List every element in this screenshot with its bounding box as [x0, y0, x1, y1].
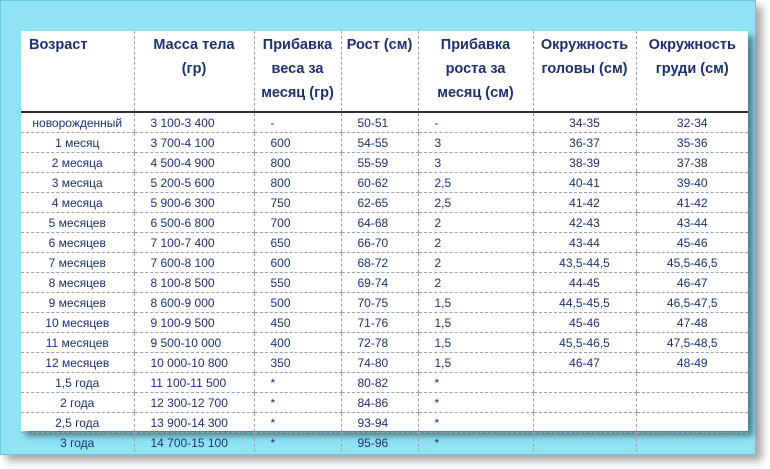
cell-weight-gain: 800: [254, 173, 341, 193]
cell-height: 68-72: [341, 253, 418, 273]
cell-age: 8 месяцев: [21, 273, 134, 293]
cell-head-circumference: [533, 393, 636, 413]
cell-height-gain: 2: [418, 273, 533, 293]
cell-chest-circumference: 37-38: [636, 153, 748, 173]
table-row: [21, 233, 748, 253]
cell-weight: 7 600-8 100: [134, 253, 254, 273]
table-row: [21, 273, 748, 293]
cell-height: 69-74: [341, 273, 418, 293]
cell-weight-gain: *: [254, 413, 341, 433]
header-height: Рост (см): [341, 31, 418, 112]
table-row: [21, 333, 748, 353]
cell-height-gain: *: [418, 433, 533, 453]
cell-age: новорожденный: [21, 112, 134, 133]
cell-weight: 8 600-9 000: [134, 293, 254, 313]
cell-weight: 10 000-10 800: [134, 353, 254, 373]
cell-weight-gain: 450: [254, 313, 341, 333]
cell-weight: 5 900-6 300: [134, 193, 254, 213]
cell-age: 5 месяцев: [21, 213, 134, 233]
cell-age: 2 месяца: [21, 153, 134, 173]
cell-weight: 6 500-6 800: [134, 213, 254, 233]
cell-height-gain: 2: [418, 233, 533, 253]
cell-age: 7 месяцев: [21, 253, 134, 273]
cell-weight-gain: 650: [254, 233, 341, 253]
cell-height-gain: 2: [418, 253, 533, 273]
cell-chest-circumference: 48-49: [636, 353, 748, 373]
cell-height: 66-70: [341, 233, 418, 253]
cell-height-gain: *: [418, 413, 533, 433]
cell-weight-gain: 800: [254, 153, 341, 173]
cell-head-circumference: 38-39: [533, 153, 636, 173]
cell-head-circumference: 34-35: [533, 112, 636, 133]
cell-head-circumference: 40-41: [533, 173, 636, 193]
cell-head-circumference: 43,5-44,5: [533, 253, 636, 273]
cell-head-circumference: 44-45: [533, 273, 636, 293]
table-row: [21, 353, 748, 373]
cell-weight: 9 100-9 500: [134, 313, 254, 333]
cell-weight: 3 700-4 100: [134, 133, 254, 153]
header-height-gain: Прибавка роста за месяц (см): [418, 31, 533, 112]
cell-head-circumference: 44,5-45,5: [533, 293, 636, 313]
cell-height-gain: *: [418, 373, 533, 393]
header-row: [21, 31, 748, 112]
cell-height: 50-51: [341, 112, 418, 133]
cell-head-circumference: 42-43: [533, 213, 636, 233]
cell-head-circumference: 36-37: [533, 133, 636, 153]
cell-weight: 11 100-11 500: [134, 373, 254, 393]
cell-weight-gain: *: [254, 433, 341, 453]
cell-weight: 13 900-14 300: [134, 413, 254, 433]
cell-chest-circumference: 46,5-47,5: [636, 293, 748, 313]
cell-height-gain: *: [418, 393, 533, 413]
cell-weight-gain: 400: [254, 333, 341, 353]
cell-weight: 3 100-3 400: [134, 112, 254, 133]
cell-height: 71-76: [341, 313, 418, 333]
cell-height: 74-80: [341, 353, 418, 373]
cell-weight-gain: 600: [254, 133, 341, 153]
cell-chest-circumference: [636, 433, 748, 453]
table-row: [21, 213, 748, 233]
cell-age: 10 месяцев: [21, 313, 134, 333]
cell-head-circumference: 41-42: [533, 193, 636, 213]
cell-weight-gain: 600: [254, 253, 341, 273]
table-row: [21, 193, 748, 213]
cell-chest-circumference: 39-40: [636, 173, 748, 193]
cell-height: 93-94: [341, 413, 418, 433]
cell-weight: 8 100-8 500: [134, 273, 254, 293]
cell-height-gain: 2: [418, 213, 533, 233]
cell-head-circumference: 45-46: [533, 313, 636, 333]
cell-chest-circumference: 46-47: [636, 273, 748, 293]
cell-chest-circumference: 45,5-46,5: [636, 253, 748, 273]
cell-height: 80-82: [341, 373, 418, 393]
table-row: [21, 313, 748, 333]
growth-table: [21, 31, 748, 452]
table-row: [21, 293, 748, 313]
cell-height-gain: 2,5: [418, 173, 533, 193]
cell-height: 54-55: [341, 133, 418, 153]
cell-age: 2,5 года: [21, 413, 134, 433]
cell-age: 9 месяцев: [21, 293, 134, 313]
cell-height-gain: 3: [418, 153, 533, 173]
cell-height-gain: -: [418, 112, 533, 133]
table-row: [21, 433, 748, 453]
cell-age: 2 года: [21, 393, 134, 413]
cell-weight: 4 500-4 900: [134, 153, 254, 173]
cell-height-gain: 1,5: [418, 353, 533, 373]
cell-head-circumference: [533, 413, 636, 433]
cell-height-gain: 1,5: [418, 313, 533, 333]
cell-age: 12 месяцев: [21, 353, 134, 373]
cell-height-gain: 2,5: [418, 193, 533, 213]
table-row: [21, 373, 748, 393]
cell-weight: 12 300-12 700: [134, 393, 254, 413]
header-chest-circumference: Окружность груди (см): [636, 31, 748, 112]
cell-age: 1,5 года: [21, 373, 134, 393]
cell-chest-circumference: 43-44: [636, 213, 748, 233]
cell-height: 95-96: [341, 433, 418, 453]
cell-height: 70-75: [341, 293, 418, 313]
cell-weight: 7 100-7 400: [134, 233, 254, 253]
cell-age: 11 месяцев: [21, 333, 134, 353]
cell-head-circumference: 43-44: [533, 233, 636, 253]
table-row: [21, 153, 748, 173]
cell-chest-circumference: [636, 373, 748, 393]
cell-weight-gain: -: [254, 112, 341, 133]
cell-height-gain: 3: [418, 133, 533, 153]
table-row: [21, 413, 748, 433]
cell-height: 64-68: [341, 213, 418, 233]
cell-height: 84-86: [341, 393, 418, 413]
cell-chest-circumference: 32-34: [636, 112, 748, 133]
cell-weight-gain: *: [254, 373, 341, 393]
cell-head-circumference: [533, 433, 636, 453]
cell-chest-circumference: [636, 393, 748, 413]
header-head-circumference: Окружность головы (см): [533, 31, 636, 112]
cell-age: 4 месяца: [21, 193, 134, 213]
cell-chest-circumference: 47-48: [636, 313, 748, 333]
cell-chest-circumference: 45-46: [636, 233, 748, 253]
header-weight-gain: Прибавка веса за месяц (гр): [254, 31, 341, 112]
cell-chest-circumference: [636, 413, 748, 433]
table-row: [21, 253, 748, 273]
table-row: [21, 173, 748, 193]
cell-height: 55-59: [341, 153, 418, 173]
cell-chest-circumference: 41-42: [636, 193, 748, 213]
table-row: [21, 112, 748, 133]
cell-height-gain: 1,5: [418, 293, 533, 313]
cell-height: 60-62: [341, 173, 418, 193]
cell-head-circumference: 46-47: [533, 353, 636, 373]
header-weight: Масса тела (гр): [134, 31, 254, 112]
cell-height-gain: 1,5: [418, 333, 533, 353]
cell-weight-gain: 500: [254, 293, 341, 313]
table-card: [21, 31, 748, 450]
cell-age: 6 месяцев: [21, 233, 134, 253]
cell-head-circumference: [533, 373, 636, 393]
cell-weight: 9 500-10 000: [134, 333, 254, 353]
cell-height: 62-65: [341, 193, 418, 213]
cell-chest-circumference: 35-36: [636, 133, 748, 153]
cell-head-circumference: 45,5-46,5: [533, 333, 636, 353]
cell-weight-gain: *: [254, 393, 341, 413]
cell-weight-gain: 350: [254, 353, 341, 373]
cell-weight-gain: 550: [254, 273, 341, 293]
cell-weight-gain: 700: [254, 213, 341, 233]
table-row: [21, 133, 748, 153]
cell-weight: 5 200-5 600: [134, 173, 254, 193]
cell-weight: 14 700-15 100: [134, 433, 254, 453]
cell-age: 3 года: [60, 435, 95, 450]
header-age: Возраст: [21, 31, 134, 112]
table-row: [21, 393, 748, 413]
cell-age: 3 месяца: [21, 173, 134, 193]
cell-chest-circumference: 47,5-48,5: [636, 333, 748, 353]
cell-weight-gain: 750: [254, 193, 341, 213]
cell-height: 72-78: [341, 333, 418, 353]
cell-age: 1 месяц: [21, 133, 134, 153]
